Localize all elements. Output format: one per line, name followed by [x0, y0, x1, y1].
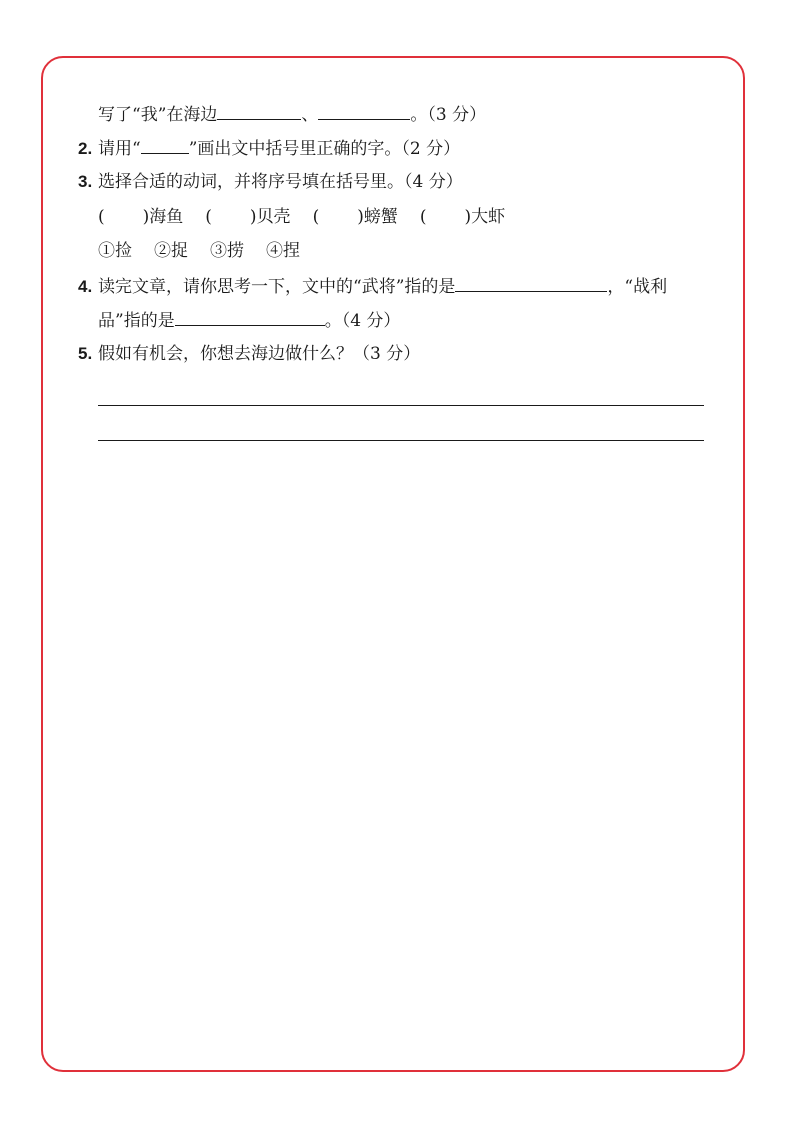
- q3-item[interactable]: ( )海鱼: [98, 207, 184, 227]
- q3-option: ④捏: [266, 241, 300, 261]
- q5-text: 假如有机会，你想去海边做什么？（3 分）: [98, 344, 421, 364]
- q4-line2-suffix: 。（4 分）: [324, 311, 401, 331]
- question-5: [78, 343, 420, 365]
- question-number: 3.: [78, 172, 93, 191]
- question-4: [78, 275, 667, 298]
- q3-text: 选择合适的动词，并将序号填在括号里。（4 分）: [98, 172, 463, 192]
- question-2: [78, 137, 460, 160]
- q3-item[interactable]: ( )螃蟹: [312, 207, 398, 227]
- question-number: 5.: [78, 344, 93, 363]
- question-4-line-2: [98, 309, 400, 332]
- q2-suffix: ”画出文中括号里正确的字。（2 分）: [188, 139, 461, 159]
- q3-options-row: [98, 240, 322, 262]
- q4-blank-1[interactable]: [455, 275, 607, 292]
- q1-suffix: 。（3 分）: [410, 105, 487, 125]
- answer-line-1[interactable]: [98, 405, 704, 406]
- question-number: 2.: [78, 139, 93, 158]
- q4-line2-prefix: 品”指的是: [98, 311, 175, 331]
- question-3: [78, 171, 463, 193]
- q4-blank-2[interactable]: [175, 309, 325, 326]
- answer-line-2[interactable]: [98, 440, 704, 441]
- q1-blank-1[interactable]: [217, 103, 301, 120]
- q4-line1-suffix: ，“战利: [607, 277, 668, 297]
- question-number: 4.: [78, 277, 93, 296]
- q3-option: ③捞: [210, 241, 244, 261]
- question-1-continuation: [98, 103, 486, 126]
- q3-item[interactable]: ( )大虾: [419, 207, 506, 227]
- q3-fill-row: [98, 206, 527, 228]
- q2-underline-sample: [141, 137, 189, 154]
- q1-separator: 、: [301, 105, 319, 125]
- q1-prefix: 写了“我”在海边: [98, 105, 218, 125]
- q3-item[interactable]: ( )贝壳: [205, 207, 291, 227]
- q2-prefix: 请用“: [98, 139, 141, 159]
- q3-option: ①捡: [98, 241, 132, 261]
- q4-line1-prefix: 读完文章，请你思考一下，文中的“武将”指的是: [98, 277, 456, 297]
- q3-option: ②捉: [154, 241, 188, 261]
- q1-blank-2[interactable]: [318, 103, 410, 120]
